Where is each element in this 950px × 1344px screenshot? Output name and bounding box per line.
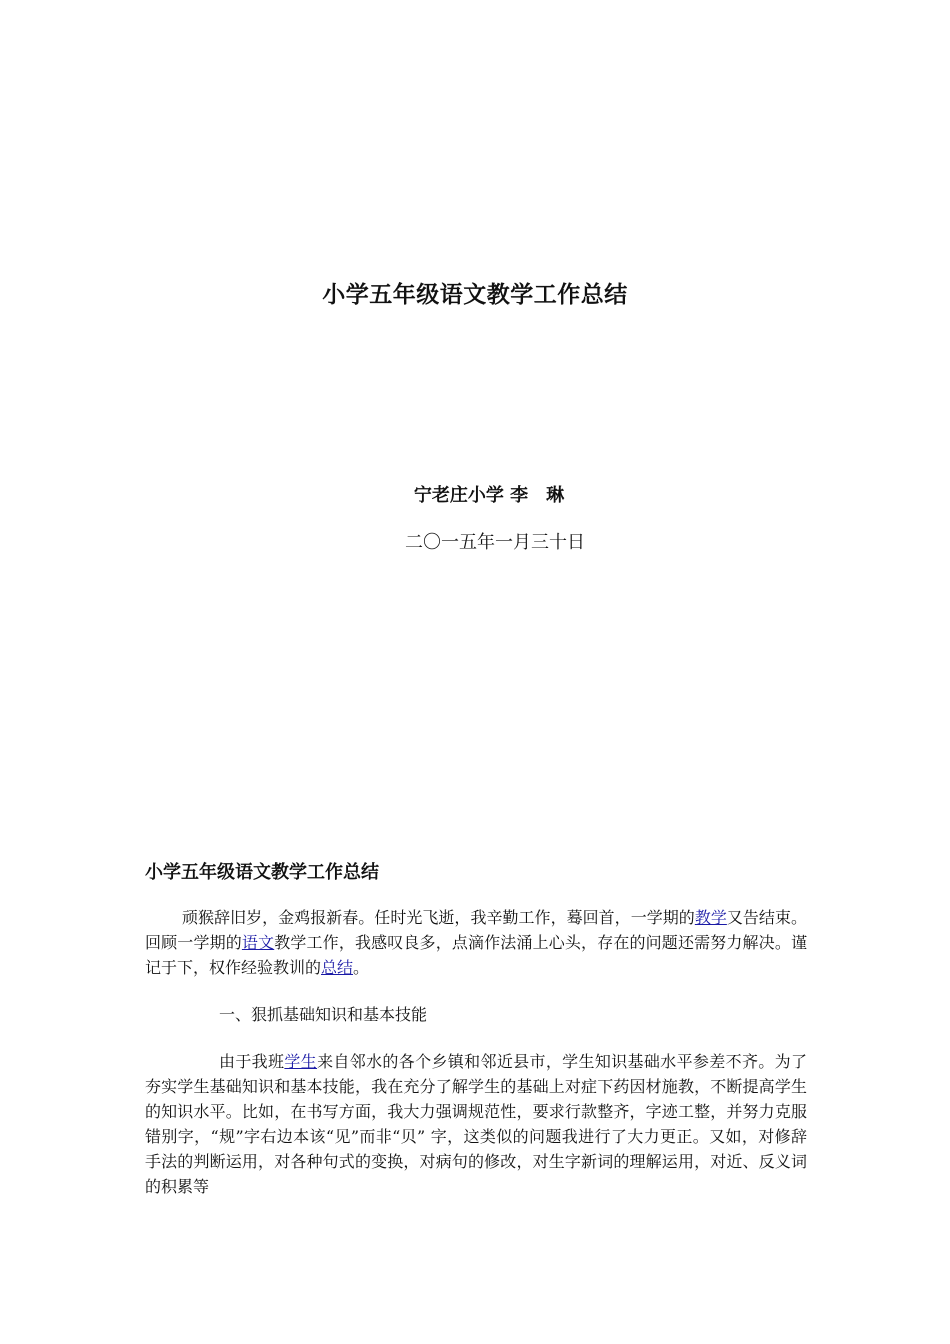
link-summary[interactable]: 总结 xyxy=(321,958,354,977)
cover-title: 小学五年级语文教学工作总结 xyxy=(322,282,628,308)
subheading-basics: 一、狠抓基础知识和基本技能 xyxy=(219,1005,428,1024)
section-title: 小学五年级语文教学工作总结 xyxy=(145,862,379,883)
intro-text-3: 教学工作，我感叹良多，点滴作法涌上心头，存在的问题还需努力解决。谨记于下，权作经验教训的 xyxy=(145,933,807,977)
link-chinese[interactable]: 语文 xyxy=(241,933,275,952)
basics-text-1: 由于我班 xyxy=(219,1052,285,1071)
intro-text-2: 又告结束。回顾一学期的 xyxy=(145,908,807,952)
intro-paragraph xyxy=(145,905,807,980)
basics-paragraph xyxy=(145,1049,807,1199)
basics-text-2: 来自邻水的各个乡镇和邻近县市，学生知识基础水平参差不齐。为了夯实学生基础知识和基本技能，我在充分了解学生的基础上对症下药因材施教，不断提高学生的知识水平。比如，在书写方面，我大力强调规范性，要求行款整齐，字迹工整，并努力克服错别字，“规”字右边本该“见”而非“贝” 字，这类似的问题我进行了大力更正。又如，对修辞手法的判断运用，对各种句式的变换，对病句的修改，对生字新词的理解运用，对近、反义词的积累等 xyxy=(145,1052,807,1196)
link-teaching[interactable]: 教学 xyxy=(694,908,727,927)
author-line: 宁老庄小学 李 琳 xyxy=(413,485,565,506)
intro-text-1: 顽猴辞旧岁，金鸡报新春。任时光飞逝，我辛勤工作，蓦回首，一学期的 xyxy=(182,908,695,927)
intro-text-4: 。 xyxy=(353,958,370,977)
date-line: 二〇一五年一月三十日 xyxy=(405,532,585,553)
link-students[interactable]: 学生 xyxy=(284,1052,318,1071)
